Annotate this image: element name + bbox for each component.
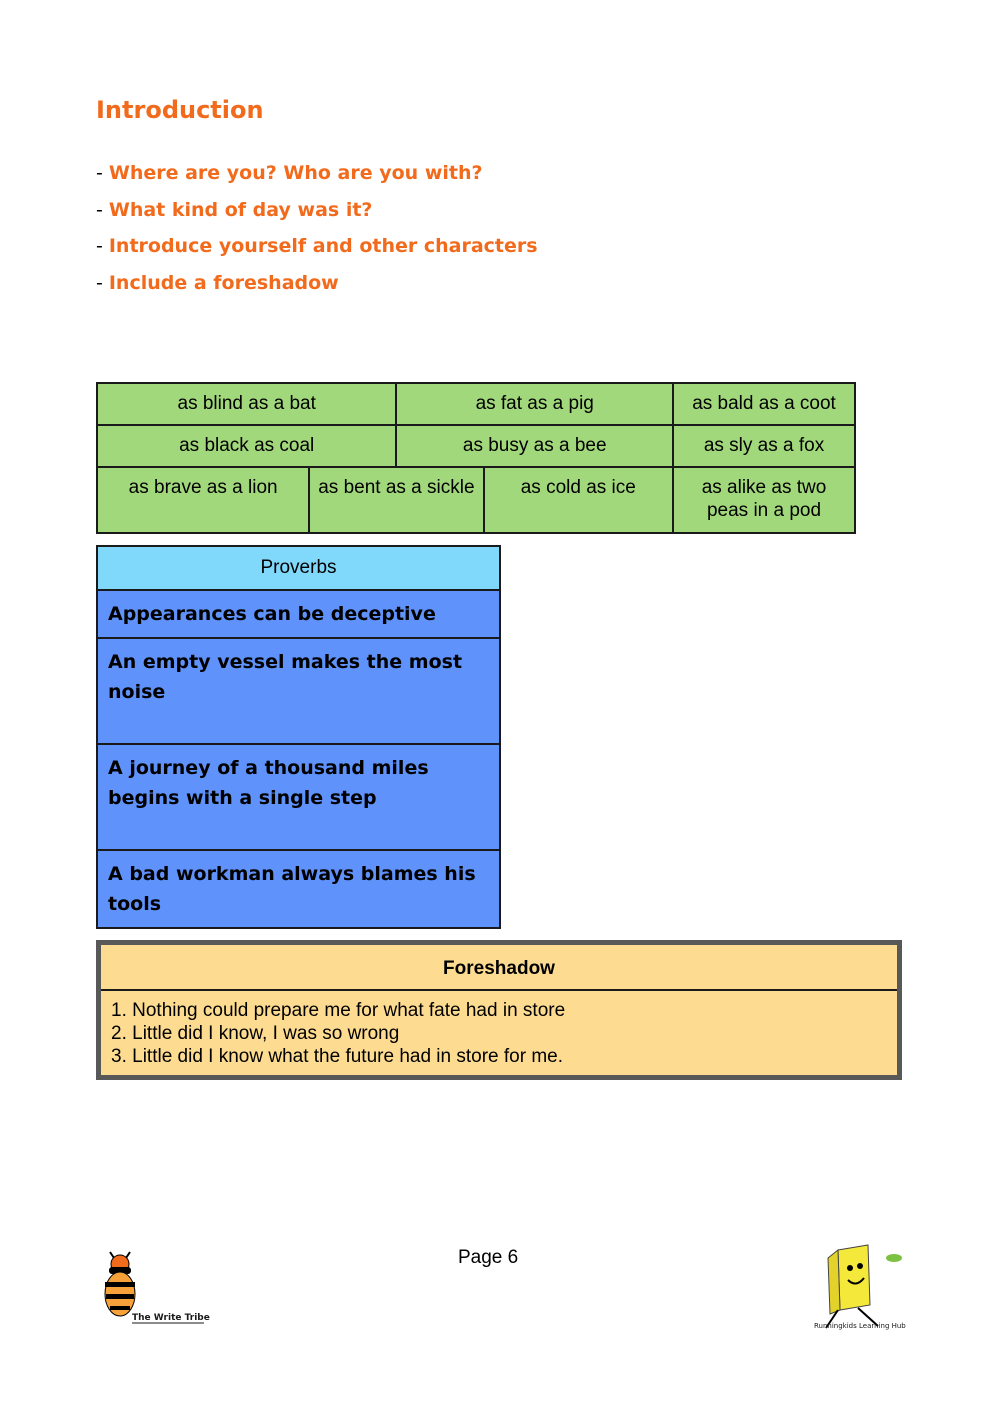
list-item: - Where are you? Who are you with? [96, 162, 483, 184]
right-logo-text: Runningkids Learning Hub [814, 1322, 906, 1330]
table-row [97, 546, 500, 590]
list-item: - Introduce yourself and other characters [96, 235, 538, 257]
intro-point: What kind of day was it? [108, 198, 373, 221]
bee-icon [105, 1252, 135, 1316]
simile-cell: as black as coal [97, 425, 396, 467]
table-row [97, 467, 855, 533]
foreshadow-list [101, 991, 897, 1068]
simile-cell: as busy as a bee [396, 425, 673, 467]
intro-point: Introduce yourself and other characters [108, 235, 538, 257]
table-row [97, 425, 855, 467]
write-tribe-logo [96, 1250, 216, 1330]
list-item: 3. Little did I know what the future had in store for me. [111, 1046, 564, 1067]
simile-table [96, 382, 856, 534]
introduction-list [96, 162, 538, 308]
proverb-cell: A journey of a thousand miles begins with a single step [97, 744, 500, 850]
table-row [97, 850, 500, 928]
foreshadow-box [96, 940, 902, 1080]
proverbs-header: Proverbs [97, 546, 500, 590]
introduction-title: Introduction [96, 96, 264, 124]
proverb-cell: A bad workman always blames his tools [97, 850, 500, 928]
simile-cell: as bald as a coot [673, 383, 855, 425]
proverb-cell: An empty vessel makes the most noise [97, 638, 500, 744]
table-row [97, 383, 855, 425]
table-row [97, 638, 500, 744]
intro-point: Include a foreshadow [108, 271, 339, 294]
simile-cell: as bent as a sickle [309, 467, 483, 533]
page-number: Page 6 [458, 1247, 519, 1268]
simile-cell: as fat as a pig [396, 383, 673, 425]
simile-cell: as cold as ice [484, 467, 674, 533]
proverb-cell: Appearances can be deceptive [97, 590, 500, 638]
runningkids-logo [808, 1240, 908, 1350]
list-item: 1. Nothing could prepare me for what fate had in store [111, 1000, 566, 1021]
list-item: 2. Little did I know, I was so wrong [111, 1023, 400, 1044]
simile-cell: as alike as two peas in a pod [673, 467, 855, 533]
intro-point: Where are you? Who are you with? [108, 162, 483, 184]
table-row [97, 744, 500, 850]
list-item: - Include a foreshadow [96, 271, 339, 294]
left-logo-text: The Write Tribe [132, 1313, 210, 1323]
table-row [97, 590, 500, 638]
proverbs-table [96, 545, 501, 929]
simile-cell: as sly as a fox [673, 425, 855, 467]
running-book-icon [826, 1245, 902, 1328]
foreshadow-title: Foreshadow [101, 945, 897, 991]
list-item: - What kind of day was it? [96, 198, 373, 221]
simile-cell: as blind as a bat [97, 383, 396, 425]
simile-cell: as brave as a lion [97, 467, 309, 533]
